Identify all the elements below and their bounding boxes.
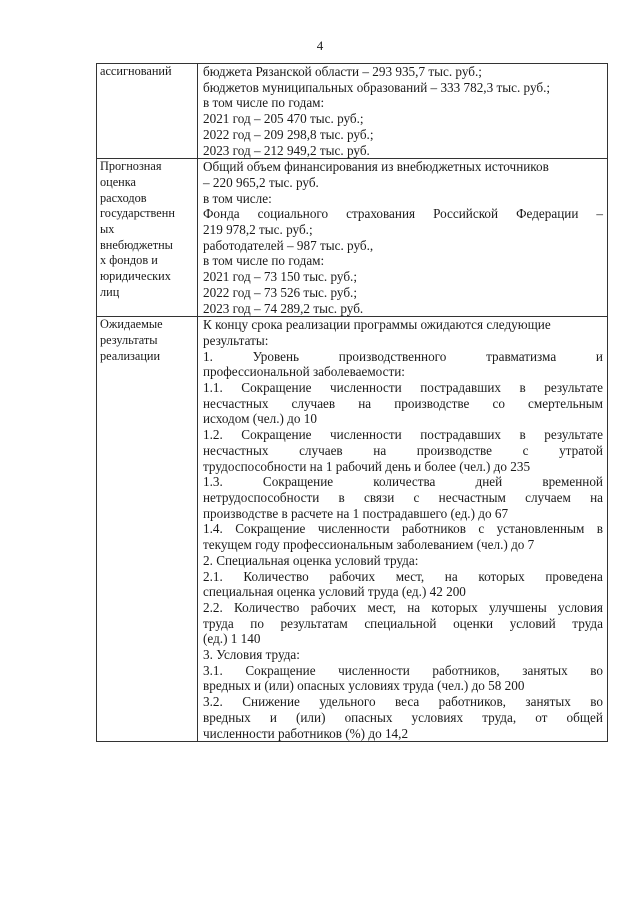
content-word: в [338,489,345,505]
content-line: 3. Условия труда: [203,647,300,663]
content-word: на [373,442,387,458]
content-word: Российской [433,206,499,222]
content-word: 1. [203,348,213,364]
content-word: в [519,380,526,396]
row-label-line: юридических [100,269,171,284]
content-word: – [596,206,603,222]
row-label-line: реализации [100,348,161,363]
content-word: установленным [496,521,585,537]
content-word: мест, [367,599,396,615]
row-label-line: лиц [100,284,120,299]
content-word: Сокращение [245,662,316,678]
content-line [203,427,603,443]
content-word: страхования [346,206,416,222]
content-word: которых [431,599,478,615]
content-word: которых [478,568,525,584]
content-word: (или) [295,709,326,725]
content-line: (ед.) 1 140 [203,631,261,647]
content-word: Сокращение [235,521,306,537]
content-line: бюджетов муниципальных образований – 333 782,3 тыс. руб.; [203,79,551,95]
content-word: на [407,599,421,615]
content-line: специальная оценка условий труда (ед.) 42 200 [203,584,466,600]
content-line: 2022 год – 73 526 тыс. руб.; [203,284,358,300]
content-line [203,490,603,506]
row-label-line: расходов [100,190,147,205]
content-word: нетрудоспособности [203,489,320,505]
row-label-line: ассигнований [100,64,172,78]
content-word: производственного [338,348,447,364]
content-word: численности [338,662,410,678]
content-line [203,443,603,459]
table-row [97,64,608,159]
content-line: 2021 год – 73 150 тыс. руб.; [203,269,358,285]
row-label-line: внебюджетны [100,237,173,252]
content-word: труда, [482,709,517,725]
row-content-cell [198,159,608,317]
content-word: Количество [234,599,300,615]
content-word: пострадавших [420,380,502,396]
content-word: численности [317,521,390,537]
content-line: 2023 год – 212 949,2 тыс. руб. [203,142,370,158]
content-line: 2022 год – 209 298,8 тыс. руб.; [203,126,374,142]
content-word: Фонда [203,206,240,222]
row-label-line: результаты [100,332,158,347]
content-word: во [590,662,603,678]
content-word: труда [203,615,234,631]
content-word: в [519,427,526,443]
content-word: дней [475,474,503,490]
content-line [203,521,603,537]
content-word: утратой [559,442,603,458]
content-line: 219 978,2 тыс. руб.; [203,222,313,238]
content-word: работников, [438,694,506,710]
content-word: несчастных [203,395,269,411]
content-word: общей [566,709,603,725]
content-line: бюджета Рязанской области – 293 935,7 тыс. руб.; [203,64,482,79]
content-word: и [595,348,603,364]
content-word: результате [544,380,603,396]
content-line: численности работников (%) до 14,2 [203,725,409,741]
content-word: травматизма [486,348,557,364]
row-label-line: ых [100,222,115,237]
content-word: оценки [453,615,494,631]
content-word: производстве [394,395,470,411]
content-line [203,569,603,585]
content-word: количества [373,474,436,490]
content-word: условий [509,615,556,631]
content-line: в том числе по годам: [203,95,325,111]
content-word: занятых [525,694,571,710]
table-row [97,317,608,742]
content-word: рабочих [329,568,376,584]
content-line: Общий объем финансирования из внебюджетных источников [203,159,549,175]
content-word: в [596,521,603,537]
row-label-cell [97,64,198,159]
content-word: 1.4. [203,521,223,537]
content-word: 1.1. [203,380,223,396]
content-word: по [250,615,264,631]
content-line: профессиональной заболеваемости: [203,364,405,380]
content-word: на [444,568,458,584]
content-word: проведена [545,568,603,584]
content-line [203,396,603,412]
content-line: работодателей – 987 тыс. руб., [203,237,374,253]
content-word: на [590,489,603,505]
content-line: 2023 год – 74 289,2 тыс. руб. [203,300,364,316]
content-line: трудоспособности на 1 рабочий день и более (чел.) до 235 [203,458,531,474]
content-word: 2.1. [203,568,223,584]
row-label-line: Прогнозная [100,159,162,174]
content-line: производстве в расчете на 1 пострадавшего (ед.) до 67 [203,505,509,521]
content-word: веса [395,694,420,710]
content-line: вредных и (или) опасных условиях труда (чел.) до 58 200 [203,678,525,694]
row-label-cell [97,159,198,317]
content-word: Уровень [252,348,300,364]
content-word: работников, [432,662,500,678]
content-line [203,710,603,726]
content-line [203,663,603,679]
content-word: с [413,489,420,505]
content-word: занятых [522,662,568,678]
content-word: социального [257,206,329,222]
content-word: Сокращение [241,380,312,396]
content-word: специальной [364,615,437,631]
content-word: условия [558,599,603,615]
content-line: в том числе по годам: [203,253,325,269]
content-word: результатам [280,615,348,631]
content-word: 3.1. [203,662,223,678]
content-word: вредных [203,709,251,725]
row-content-cell [198,317,608,742]
content-line [203,206,603,222]
content-word: со [492,395,505,411]
content-line: результаты: [203,332,269,348]
page-number: 4 [316,38,324,53]
content-word: Федерации [516,206,579,222]
content-word: с [478,521,485,537]
content-word: 1.2. [203,427,223,443]
content-word: 2.2. [203,599,223,615]
content-word: на [358,395,372,411]
content-word: 1.3. [203,474,223,490]
content-line: – 220 965,2 тыс. руб. [203,174,319,190]
content-line [203,474,603,490]
content-word: во [590,694,603,710]
content-word: смертельным [528,395,603,411]
content-line: 2021 год – 205 470 тыс. руб.; [203,111,364,127]
content-word: работников [401,521,466,537]
content-word: от [535,709,548,725]
content-word: удельного [319,694,376,710]
content-word: 3.2. [203,694,223,710]
content-word: случаев [291,395,336,411]
row-label-line: Ожидаемые [100,317,163,332]
content-word: Сокращение [262,474,334,490]
content-word: и [269,709,277,725]
row-label-cell [97,317,198,742]
table-row [97,159,608,317]
content-word: Снижение [242,694,300,710]
content-word: случаев [299,442,343,458]
content-line [203,616,603,632]
content-word: рабочих [310,599,357,615]
content-line: в том числе: [203,190,272,206]
content-line: исходом (чел.) до 10 [203,411,317,427]
content-word: пострадавших [420,427,502,443]
content-word: Сокращение [241,427,312,443]
content-word: временной [542,474,603,490]
row-label-line: х фондов и [100,253,158,268]
content-word: численности [330,427,402,443]
content-word: мест, [395,568,425,584]
content-word: труда [572,615,603,631]
content-word: результате [544,427,603,443]
content-word: несчастным [438,489,506,505]
content-line: текущем году профессиональным заболеванием (чел.) до 7 [203,537,535,553]
content-line [203,380,603,396]
row-label-line: государственн [100,206,175,221]
content-word: Количество [243,568,309,584]
content-word: несчастных [203,442,269,458]
content-word: опасных [344,709,393,725]
content-line: 2. Специальная оценка условий труда: [203,552,419,568]
content-word: случаем [525,489,571,505]
content-word: численности [330,380,402,396]
content-word: с [522,442,529,458]
content-word: производстве [416,442,492,458]
content-line: К концу срока реализации программы ожидаются следующие [203,317,551,333]
passport-table [96,63,608,742]
content-word: условиях [411,709,464,725]
content-line [203,349,603,365]
content-line [203,694,603,710]
row-content-cell [198,64,608,159]
content-word: связи [364,489,395,505]
row-label-line: оценка [100,174,137,189]
content-word: улучшены [489,599,547,615]
content-line [203,600,603,616]
